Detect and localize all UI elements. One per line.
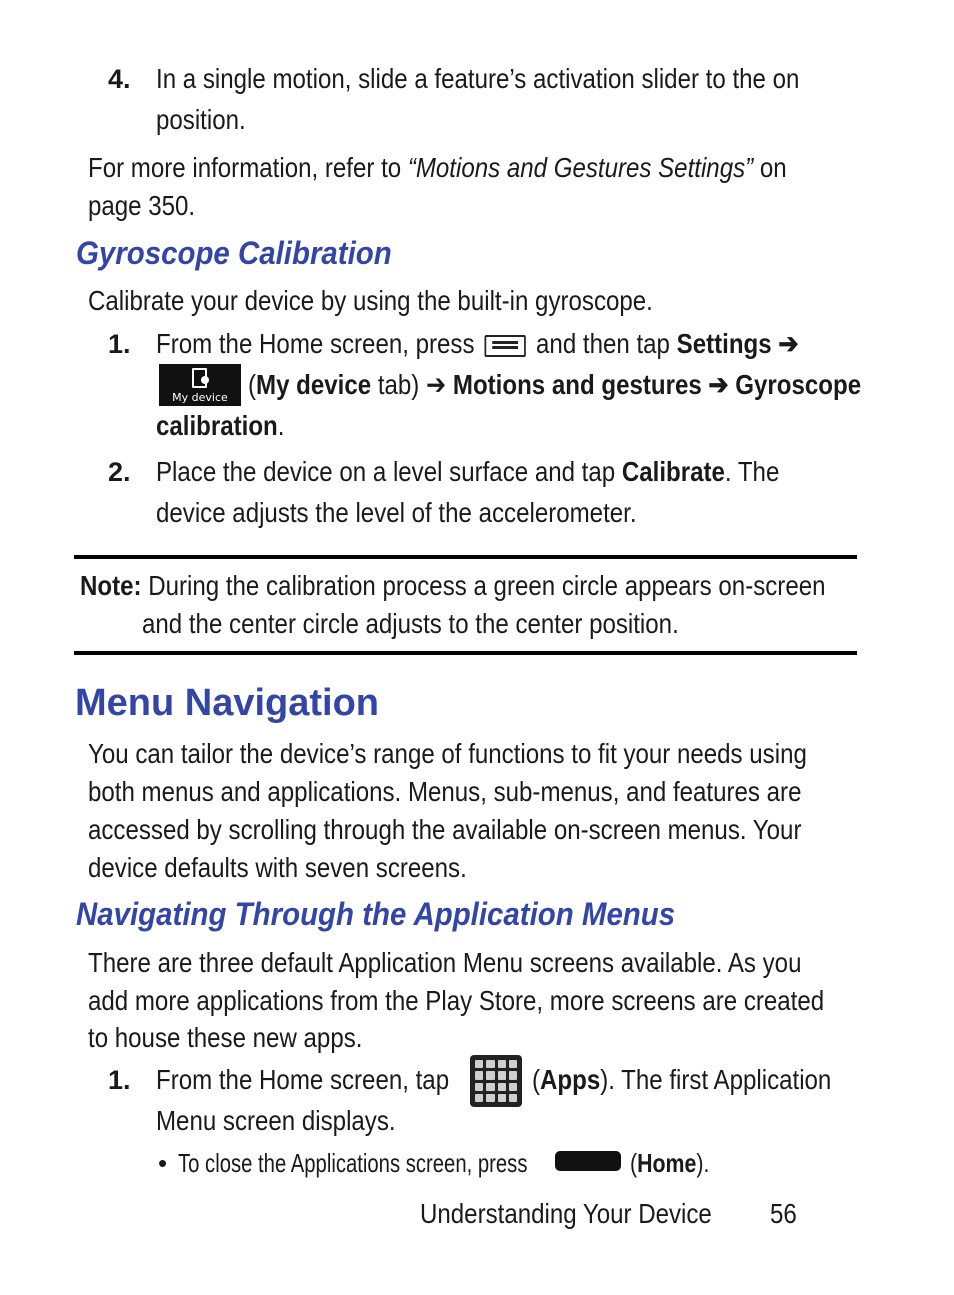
my-device-icon-label: My device — [172, 391, 228, 404]
motions-label: Motions and gestures — [452, 369, 702, 400]
note-label: Note: — [80, 570, 142, 601]
step-text — [156, 453, 779, 491]
step-text: In a single motion, slide a feature’s activation slider to the on — [156, 63, 800, 94]
arrow: ➔ — [771, 328, 799, 359]
more-info-line: page 350. — [88, 190, 196, 221]
calibration-label: calibration — [156, 410, 278, 441]
step-text — [156, 325, 799, 363]
calibrate-label: Calibrate — [621, 456, 725, 487]
gyroscope-intro: Calibrate your device by using the built-in gyroscope. — [88, 285, 653, 316]
gyroscope-label: Gyroscope — [735, 369, 862, 400]
step-text-part: ( — [532, 1064, 541, 1095]
apps-icon — [470, 1055, 522, 1107]
menu-key-icon — [485, 335, 526, 357]
app-menus-heading: Navigating Through the Application Menus — [76, 896, 676, 932]
note-bottom-rule — [74, 651, 857, 655]
menu-navigation-heading: Menu Navigation — [75, 682, 380, 724]
step-text: device adjusts the level of the accelerometer. — [156, 497, 637, 528]
step-text: position. — [156, 104, 246, 135]
note-line: and the center circle adjusts to the center position. — [142, 608, 679, 639]
note-top-rule — [74, 555, 857, 559]
step-text — [156, 407, 284, 445]
step-text-part: ). The first Application — [600, 1064, 832, 1095]
page-number: 56 — [770, 1198, 797, 1229]
bullet-mark: • — [158, 1148, 168, 1178]
bullet-text: To close the Applications screen, press — [178, 1148, 528, 1178]
bullet-text — [630, 1145, 709, 1181]
paragraph-line: both menus and applications. Menus, sub-menus, and features are — [88, 776, 802, 807]
arrow: ➔ — [701, 369, 736, 400]
person-glyph — [201, 376, 209, 384]
note-text — [80, 567, 825, 605]
step-number: 2. — [108, 457, 131, 487]
paragraph-line: There are three default Application Menu screens available. As you — [88, 947, 802, 978]
step-number: 1. — [108, 1065, 131, 1095]
step-text-part: and then tap — [529, 328, 677, 359]
note-line: During the calibration process a green circle appears on-screen — [141, 570, 826, 601]
settings-label: Settings — [676, 328, 772, 359]
step-text-part: . — [277, 410, 285, 441]
step-text: From the Home screen, tap — [156, 1064, 450, 1095]
my-device-label: My device — [256, 369, 372, 400]
paragraph-line: accessed by scrolling through the available on-screen menus. Your — [88, 814, 802, 845]
step-text-part: . The — [724, 456, 780, 487]
step-text-part: ). — [696, 1148, 710, 1178]
step-text-part: ( — [248, 369, 257, 400]
cross-reference: “Motions and Gestures Settings” — [407, 152, 754, 183]
my-device-tab-icon — [159, 364, 241, 406]
home-key-icon — [555, 1151, 621, 1171]
more-info-prefix: For more information, refer to — [88, 152, 408, 183]
more-info-suffix: on — [753, 152, 787, 183]
step-text — [248, 366, 861, 404]
footer-section: Understanding Your Device — [420, 1198, 712, 1229]
home-label: Home — [637, 1148, 697, 1178]
step-text-part: Place the device on a level surface and tap — [156, 456, 622, 487]
paragraph-line: to house these new apps. — [88, 1022, 363, 1053]
step-text-part: tab) ➔ — [371, 369, 453, 400]
apps-label: Apps — [540, 1064, 601, 1095]
step-text — [532, 1061, 831, 1099]
paragraph-line: add more applications from the Play Store, more screens are created — [88, 985, 825, 1016]
more-info-line — [88, 149, 787, 187]
step-number: 4. — [108, 64, 131, 94]
step-text: Menu screen displays. — [156, 1105, 396, 1136]
step-text-part: ( — [630, 1148, 638, 1178]
paragraph-line: device defaults with seven screens. — [88, 852, 467, 883]
paragraph-line: You can tailor the device’s range of functions to fit your needs using — [88, 738, 807, 769]
gyroscope-heading: Gyroscope Calibration — [76, 235, 392, 271]
step-text-part: From the Home screen, press — [156, 328, 482, 359]
step-number: 1. — [108, 329, 131, 359]
